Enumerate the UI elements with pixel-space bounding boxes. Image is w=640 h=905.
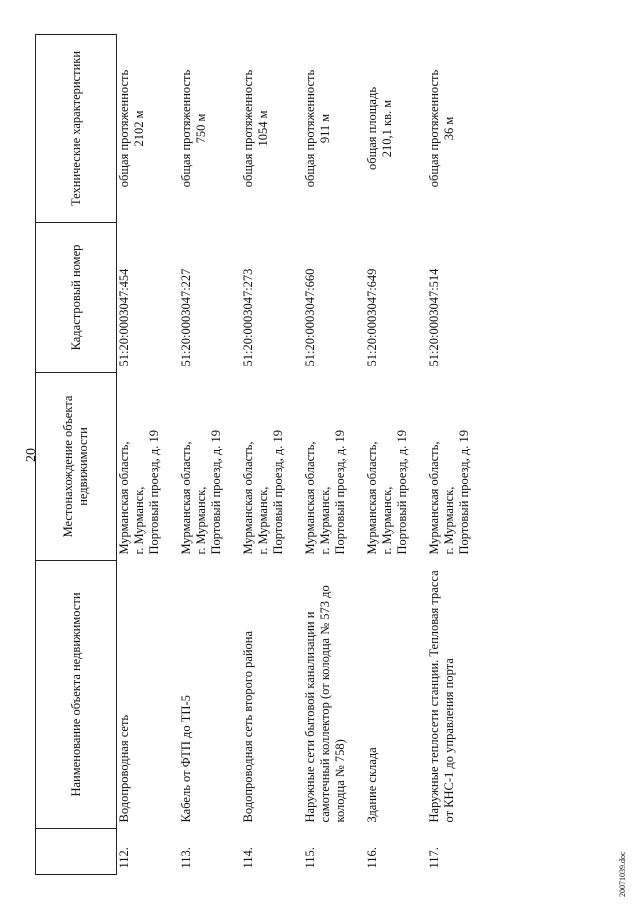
header-name: Наименование объекта недвижимости	[36, 561, 117, 829]
row-number: 115.	[303, 847, 317, 869]
table-body	[117, 35, 490, 875]
header-cadastral: Кадастровый номер	[36, 223, 117, 373]
spec-line: 36 м	[442, 116, 456, 141]
cadastral-number: 51:20:0003047:227	[179, 268, 193, 367]
cadastral-number: 51:20:0003047:649	[365, 268, 379, 367]
spec-line: 210,1 кв. м	[380, 99, 394, 158]
page-number: 20	[24, 448, 39, 462]
table-row	[365, 35, 427, 875]
location-line: г. Мурманск,	[256, 486, 270, 555]
location-line: Портовый проезд, д. 19	[457, 430, 471, 555]
object-name: Наружные теплосети станции. Тепловая трасса от КНС-1 до управления порта	[427, 570, 456, 823]
object-location	[365, 373, 427, 561]
technical-specs	[117, 35, 180, 223]
row-number: 113.	[179, 847, 193, 869]
spec-line: общая протяженность	[179, 69, 193, 188]
object-name: Кабель от ФТП до ТП-5	[179, 695, 193, 823]
cadastral-number: 51:20:0003047:273	[241, 268, 255, 367]
object-location	[303, 373, 365, 561]
cadastral-number: 51:20:0003047:454	[117, 268, 131, 367]
spec-line: 750 м	[194, 113, 208, 144]
object-location	[117, 373, 180, 561]
header-location: Местонахождение объекта недвижимости	[36, 373, 117, 561]
location-line: Мурманская область,	[179, 441, 193, 555]
header-num	[36, 829, 117, 875]
object-location	[241, 373, 303, 561]
location-line: Портовый проезд, д. 19	[333, 430, 347, 555]
header-specs: Технические характеристики	[36, 35, 117, 223]
technical-specs	[303, 35, 365, 223]
cadastral-number: 51:20:0003047:660	[303, 268, 317, 367]
table-row	[117, 35, 180, 875]
location-line: г. Мурманск,	[380, 486, 394, 555]
location-line: г. Мурманск,	[194, 486, 208, 555]
object-name: Наружные сети бытовой канализации и самотечный коллектор (от колодца № 573 до колодца № 758)	[303, 585, 347, 823]
location-line: Мурманская область,	[427, 441, 441, 555]
technical-specs	[427, 35, 489, 223]
object-name: Водопроводная сеть второго района	[241, 630, 255, 823]
technical-specs	[179, 35, 241, 223]
table-row	[303, 35, 365, 875]
spec-line: общая площадь	[365, 86, 379, 171]
table-row	[179, 35, 241, 875]
object-name: Водопроводная сеть	[117, 714, 131, 823]
object-name: Здание склада	[365, 747, 379, 823]
row-number: 112.	[117, 847, 131, 869]
location-line: Мурманская область,	[365, 441, 379, 555]
spec-line: 1054 м	[256, 110, 270, 147]
object-location	[179, 373, 241, 561]
spec-line: общая протяженность	[427, 69, 441, 188]
table-row	[241, 35, 303, 875]
object-location	[427, 373, 489, 561]
location-line: г. Мурманск,	[318, 486, 332, 555]
technical-specs	[365, 35, 427, 223]
spec-line: общая протяженность	[117, 69, 131, 188]
table-row	[427, 35, 489, 875]
spec-line: 911 м	[318, 113, 332, 144]
cadastral-number: 51:20:0003047:514	[427, 268, 441, 367]
row-number: 116.	[365, 847, 379, 869]
location-line: Мурманская область,	[241, 441, 255, 555]
location-line: Мурманская область,	[117, 441, 131, 555]
spec-line: 2102 м	[132, 110, 146, 147]
spec-line: общая протяженность	[241, 69, 255, 188]
table-header-row	[36, 35, 117, 875]
location-line: г. Мурманск,	[132, 486, 146, 555]
location-line: Портовый проезд, д. 19	[209, 430, 223, 555]
location-line: Портовый проезд, д. 19	[271, 430, 285, 555]
spec-line: общая протяженность	[303, 69, 317, 188]
footer-filename: 20071039.doc	[618, 851, 627, 897]
location-line: Портовый проезд, д. 19	[147, 430, 161, 555]
location-line: г. Мурманск,	[442, 486, 456, 555]
location-line: Портовый проезд, д. 19	[395, 430, 409, 555]
property-table	[35, 34, 489, 875]
location-line: Мурманская область,	[303, 441, 317, 555]
technical-specs	[241, 35, 303, 223]
row-number: 117.	[427, 847, 441, 869]
row-number: 114.	[241, 847, 255, 869]
